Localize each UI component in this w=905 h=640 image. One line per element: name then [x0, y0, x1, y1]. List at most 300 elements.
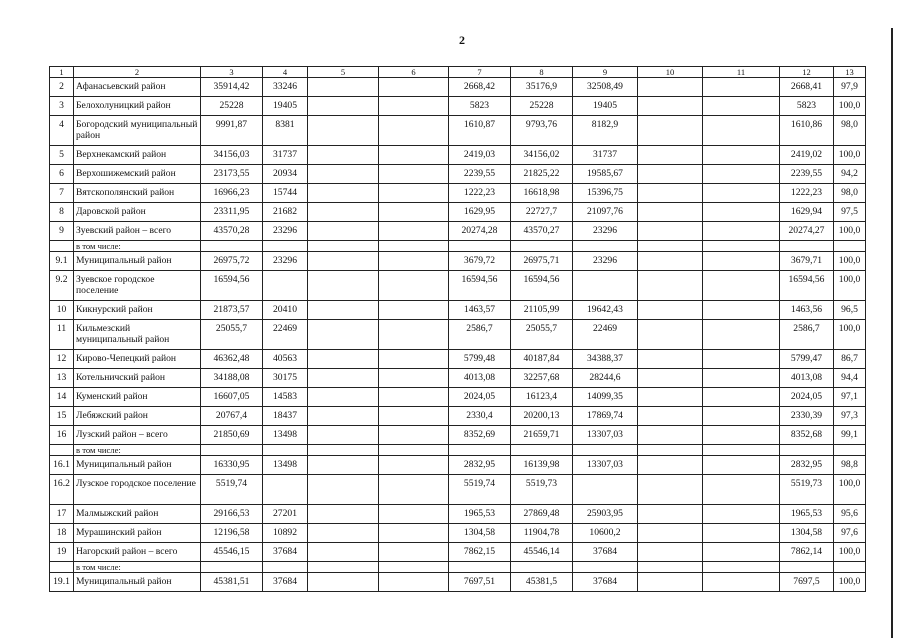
value-cell-col12: 2024,05 — [780, 388, 834, 407]
value-cell-col3: 26975,72 — [201, 252, 263, 271]
value-cell-col11 — [703, 456, 780, 475]
table-row — [50, 203, 866, 222]
value-cell-col9: 17869,74 — [573, 407, 638, 426]
value-cell-col4: 27201 — [263, 505, 308, 524]
value-cell-col6 — [379, 573, 449, 592]
district-name-cell: Котельничский район — [74, 369, 201, 388]
row-index-cell: 14 — [50, 388, 74, 407]
value-cell-col10 — [638, 116, 703, 146]
row-index-cell — [50, 562, 74, 573]
district-name-cell: в том числе: — [74, 241, 201, 252]
district-name-cell: Афанасьевский район — [74, 78, 201, 97]
value-cell-col8: 26975,71 — [511, 252, 573, 271]
value-cell-col13: 97,1 — [834, 388, 866, 407]
value-cell-col7: 2586,7 — [449, 320, 511, 350]
district-name-cell: Мурашинский район — [74, 524, 201, 543]
value-cell-col10 — [638, 505, 703, 524]
value-cell-col6 — [379, 116, 449, 146]
value-cell-col3: 5519,74 — [201, 475, 263, 505]
row-index-cell: 5 — [50, 146, 74, 165]
column-number-8: 8 — [511, 67, 573, 78]
value-cell-col11 — [703, 524, 780, 543]
value-cell-col12: 5823 — [780, 97, 834, 116]
value-cell-col12: 1629,94 — [780, 203, 834, 222]
row-index-cell: 16.1 — [50, 456, 74, 475]
value-cell-col11 — [703, 350, 780, 369]
page-edge-rule — [891, 28, 893, 638]
district-name-cell: Верхошижемский район — [74, 165, 201, 184]
value-cell-col4: 10892 — [263, 524, 308, 543]
value-cell-col11 — [703, 222, 780, 241]
district-name-cell: Верхнекамский район — [74, 146, 201, 165]
value-cell-col10 — [638, 301, 703, 320]
value-cell-col11 — [703, 369, 780, 388]
district-name-cell: Зуевское городское поселение — [74, 271, 201, 301]
value-cell-col10 — [638, 222, 703, 241]
value-cell-col11 — [703, 445, 780, 456]
value-cell-col5 — [308, 524, 379, 543]
value-cell-col8: 21105,99 — [511, 301, 573, 320]
district-name-cell: Белохолуницкий район — [74, 97, 201, 116]
table-row — [50, 475, 866, 505]
value-cell-col9: 8182,9 — [573, 116, 638, 146]
district-name-cell: Даровской район — [74, 203, 201, 222]
value-cell-col13: 100,0 — [834, 573, 866, 592]
value-cell-col6 — [379, 78, 449, 97]
value-cell-col3: 34188,08 — [201, 369, 263, 388]
value-cell-col10 — [638, 369, 703, 388]
row-index-cell: 2 — [50, 78, 74, 97]
value-cell-col10 — [638, 426, 703, 445]
district-name-cell: Малмыжский район — [74, 505, 201, 524]
value-cell-col3: 45546,15 — [201, 543, 263, 562]
value-cell-col13 — [834, 562, 866, 573]
subheading-row — [50, 445, 866, 456]
value-cell-col4: 20410 — [263, 301, 308, 320]
value-cell-col5 — [308, 241, 379, 252]
value-cell-col5 — [308, 562, 379, 573]
value-cell-col11 — [703, 505, 780, 524]
district-name-cell: Муниципальный район — [74, 573, 201, 592]
value-cell-col11 — [703, 426, 780, 445]
value-cell-col8: 25055,7 — [511, 320, 573, 350]
value-cell-col10 — [638, 320, 703, 350]
value-cell-col8 — [511, 241, 573, 252]
table-row — [50, 543, 866, 562]
value-cell-col5 — [308, 407, 379, 426]
value-cell-col13: 100,0 — [834, 271, 866, 301]
value-cell-col5 — [308, 97, 379, 116]
value-cell-col6 — [379, 369, 449, 388]
value-cell-col8: 16618,98 — [511, 184, 573, 203]
value-cell-col8: 27869,48 — [511, 505, 573, 524]
value-cell-col13: 100,0 — [834, 543, 866, 562]
budget-table — [49, 66, 866, 592]
district-name-cell: Муниципальный район — [74, 456, 201, 475]
value-cell-col4: 33246 — [263, 78, 308, 97]
value-cell-col7: 2024,05 — [449, 388, 511, 407]
value-cell-col12: 5799,47 — [780, 350, 834, 369]
row-index-cell: 16 — [50, 426, 74, 445]
value-cell-col9: 23296 — [573, 252, 638, 271]
value-cell-col12: 1222,23 — [780, 184, 834, 203]
value-cell-col3: 43570,28 — [201, 222, 263, 241]
value-cell-col12: 7697,5 — [780, 573, 834, 592]
value-cell-col7: 20274,28 — [449, 222, 511, 241]
value-cell-col11 — [703, 97, 780, 116]
value-cell-col5 — [308, 271, 379, 301]
value-cell-col12: 7862,14 — [780, 543, 834, 562]
value-cell-col3: 21850,69 — [201, 426, 263, 445]
value-cell-col12: 2668,41 — [780, 78, 834, 97]
district-name-cell: Кирово-Чепецкий район — [74, 350, 201, 369]
value-cell-col8: 43570,27 — [511, 222, 573, 241]
value-cell-col12: 2239,55 — [780, 165, 834, 184]
value-cell-col12: 2330,39 — [780, 407, 834, 426]
table-row — [50, 505, 866, 524]
table-row — [50, 573, 866, 592]
value-cell-col7 — [449, 241, 511, 252]
value-cell-col9 — [573, 475, 638, 505]
value-cell-col10 — [638, 203, 703, 222]
value-cell-col7: 1304,58 — [449, 524, 511, 543]
value-cell-col12: 1304,58 — [780, 524, 834, 543]
value-cell-col3: 16607,05 — [201, 388, 263, 407]
value-cell-col6 — [379, 165, 449, 184]
value-cell-col3: 25055,7 — [201, 320, 263, 350]
table-row — [50, 97, 866, 116]
table-row — [50, 524, 866, 543]
value-cell-col7: 5823 — [449, 97, 511, 116]
value-cell-col4: 31737 — [263, 146, 308, 165]
value-cell-col8: 11904,78 — [511, 524, 573, 543]
value-cell-col8: 35176,9 — [511, 78, 573, 97]
district-name-cell: в том числе: — [74, 562, 201, 573]
value-cell-col13: 97,5 — [834, 203, 866, 222]
value-cell-col7: 8352,69 — [449, 426, 511, 445]
value-cell-col8: 21659,71 — [511, 426, 573, 445]
value-cell-col10 — [638, 252, 703, 271]
value-cell-col13: 94,2 — [834, 165, 866, 184]
row-index-cell — [50, 445, 74, 456]
page-number: 2 — [459, 33, 465, 47]
value-cell-col6 — [379, 445, 449, 456]
value-cell-col10 — [638, 184, 703, 203]
value-cell-col4 — [263, 562, 308, 573]
value-cell-col5 — [308, 252, 379, 271]
value-cell-col4: 37684 — [263, 543, 308, 562]
value-cell-col4: 23296 — [263, 222, 308, 241]
value-cell-col6 — [379, 301, 449, 320]
district-name-cell: Лузский район – всего — [74, 426, 201, 445]
value-cell-col10 — [638, 146, 703, 165]
column-number-9: 9 — [573, 67, 638, 78]
value-cell-col7: 7862,15 — [449, 543, 511, 562]
value-cell-col7: 16594,56 — [449, 271, 511, 301]
value-cell-col4: 21682 — [263, 203, 308, 222]
value-cell-col13: 99,1 — [834, 426, 866, 445]
value-cell-col8: 22727,7 — [511, 203, 573, 222]
value-cell-col11 — [703, 320, 780, 350]
value-cell-col12: 4013,08 — [780, 369, 834, 388]
value-cell-col8: 45546,14 — [511, 543, 573, 562]
district-name-cell: Нагорский район – всего — [74, 543, 201, 562]
subheading-row — [50, 241, 866, 252]
value-cell-col5 — [308, 445, 379, 456]
value-cell-col7: 7697,51 — [449, 573, 511, 592]
value-cell-col9: 37684 — [573, 573, 638, 592]
value-cell-col3: 45381,51 — [201, 573, 263, 592]
value-cell-col13: 100,0 — [834, 146, 866, 165]
value-cell-col9 — [573, 562, 638, 573]
value-cell-col5 — [308, 573, 379, 592]
value-cell-col8: 20200,13 — [511, 407, 573, 426]
value-cell-col12 — [780, 445, 834, 456]
table-row — [50, 165, 866, 184]
value-cell-col13: 100,0 — [834, 222, 866, 241]
value-cell-col8: 25228 — [511, 97, 573, 116]
table-row — [50, 407, 866, 426]
row-index-cell: 11 — [50, 320, 74, 350]
value-cell-col9: 21097,76 — [573, 203, 638, 222]
value-cell-col4: 13498 — [263, 456, 308, 475]
value-cell-col5 — [308, 543, 379, 562]
value-cell-col3 — [201, 562, 263, 573]
value-cell-col5 — [308, 203, 379, 222]
value-cell-col9: 31737 — [573, 146, 638, 165]
value-cell-col7: 2330,4 — [449, 407, 511, 426]
value-cell-col11 — [703, 271, 780, 301]
value-cell-col12: 2419,02 — [780, 146, 834, 165]
value-cell-col7: 2668,42 — [449, 78, 511, 97]
value-cell-col11 — [703, 573, 780, 592]
value-cell-col6 — [379, 456, 449, 475]
value-cell-col4: 18437 — [263, 407, 308, 426]
value-cell-col8 — [511, 562, 573, 573]
value-cell-col11 — [703, 388, 780, 407]
value-cell-col11 — [703, 252, 780, 271]
column-number-12: 12 — [780, 67, 834, 78]
value-cell-col5 — [308, 78, 379, 97]
value-cell-col5 — [308, 350, 379, 369]
value-cell-col5 — [308, 456, 379, 475]
column-number-2: 2 — [74, 67, 201, 78]
value-cell-col13: 97,3 — [834, 407, 866, 426]
value-cell-col12: 2832,95 — [780, 456, 834, 475]
value-cell-col13: 96,5 — [834, 301, 866, 320]
value-cell-col3: 16966,23 — [201, 184, 263, 203]
table-row — [50, 350, 866, 369]
row-index-cell: 9.1 — [50, 252, 74, 271]
value-cell-col10 — [638, 475, 703, 505]
value-cell-col6 — [379, 388, 449, 407]
value-cell-col10 — [638, 543, 703, 562]
value-cell-col8: 21825,22 — [511, 165, 573, 184]
value-cell-col4 — [263, 241, 308, 252]
table-row — [50, 116, 866, 146]
value-cell-col10 — [638, 388, 703, 407]
value-cell-col12: 20274,27 — [780, 222, 834, 241]
value-cell-col3: 16330,95 — [201, 456, 263, 475]
value-cell-col4: 37684 — [263, 573, 308, 592]
column-number-3: 3 — [201, 67, 263, 78]
value-cell-col11 — [703, 407, 780, 426]
district-name-cell: Богородский муниципальный район — [74, 116, 201, 146]
value-cell-col12: 2586,7 — [780, 320, 834, 350]
value-cell-col5 — [308, 301, 379, 320]
district-name-cell: Зуевский район – всего — [74, 222, 201, 241]
budget-table-container — [49, 66, 865, 592]
value-cell-col3: 23311,95 — [201, 203, 263, 222]
value-cell-col9: 23296 — [573, 222, 638, 241]
value-cell-col6 — [379, 184, 449, 203]
value-cell-col13: 98,0 — [834, 116, 866, 146]
column-number-row — [50, 67, 866, 78]
value-cell-col6 — [379, 222, 449, 241]
value-cell-col10 — [638, 445, 703, 456]
value-cell-col10 — [638, 241, 703, 252]
value-cell-col13: 97,6 — [834, 524, 866, 543]
value-cell-col5 — [308, 116, 379, 146]
value-cell-col11 — [703, 475, 780, 505]
value-cell-col6 — [379, 252, 449, 271]
value-cell-col4 — [263, 271, 308, 301]
value-cell-col4: 20934 — [263, 165, 308, 184]
value-cell-col4: 40563 — [263, 350, 308, 369]
value-cell-col8: 9793,76 — [511, 116, 573, 146]
value-cell-col6 — [379, 350, 449, 369]
column-number-10: 10 — [638, 67, 703, 78]
value-cell-col12: 16594,56 — [780, 271, 834, 301]
value-cell-col3: 20767,4 — [201, 407, 263, 426]
value-cell-col3 — [201, 445, 263, 456]
row-index-cell: 3 — [50, 97, 74, 116]
value-cell-col9: 13307,03 — [573, 456, 638, 475]
value-cell-col9: 28244,6 — [573, 369, 638, 388]
value-cell-col3: 9991,87 — [201, 116, 263, 146]
value-cell-col7: 5519,74 — [449, 475, 511, 505]
value-cell-col10 — [638, 271, 703, 301]
value-cell-col7: 1222,23 — [449, 184, 511, 203]
value-cell-col7: 1629,95 — [449, 203, 511, 222]
value-cell-col12 — [780, 241, 834, 252]
value-cell-col3: 46362,48 — [201, 350, 263, 369]
value-cell-col7: 3679,72 — [449, 252, 511, 271]
value-cell-col8: 32257,68 — [511, 369, 573, 388]
value-cell-col12: 5519,73 — [780, 475, 834, 505]
value-cell-col5 — [308, 426, 379, 445]
value-cell-col5 — [308, 222, 379, 241]
value-cell-col10 — [638, 165, 703, 184]
table-row — [50, 320, 866, 350]
row-index-cell: 13 — [50, 369, 74, 388]
value-cell-col5 — [308, 388, 379, 407]
value-cell-col3: 29166,53 — [201, 505, 263, 524]
value-cell-col9: 13307,03 — [573, 426, 638, 445]
district-name-cell: Куменский район — [74, 388, 201, 407]
row-index-cell: 15 — [50, 407, 74, 426]
value-cell-col11 — [703, 543, 780, 562]
value-cell-col12 — [780, 562, 834, 573]
value-cell-col8: 40187,84 — [511, 350, 573, 369]
value-cell-col4 — [263, 445, 308, 456]
value-cell-col3: 16594,56 — [201, 271, 263, 301]
value-cell-col11 — [703, 562, 780, 573]
value-cell-col11 — [703, 146, 780, 165]
row-index-cell: 6 — [50, 165, 74, 184]
table-row — [50, 252, 866, 271]
value-cell-col4: 19405 — [263, 97, 308, 116]
value-cell-col13: 100,0 — [834, 252, 866, 271]
value-cell-col8: 5519,73 — [511, 475, 573, 505]
value-cell-col7: 1965,53 — [449, 505, 511, 524]
table-body — [50, 78, 866, 592]
value-cell-col3 — [201, 241, 263, 252]
value-cell-col11 — [703, 241, 780, 252]
table-row — [50, 456, 866, 475]
value-cell-col11 — [703, 203, 780, 222]
value-cell-col6 — [379, 505, 449, 524]
value-cell-col9 — [573, 445, 638, 456]
value-cell-col8: 45381,5 — [511, 573, 573, 592]
value-cell-col11 — [703, 184, 780, 203]
district-name-cell: Муниципальный район — [74, 252, 201, 271]
value-cell-col9: 34388,37 — [573, 350, 638, 369]
value-cell-col9 — [573, 271, 638, 301]
value-cell-col13: 86,7 — [834, 350, 866, 369]
value-cell-col8: 34156,02 — [511, 146, 573, 165]
column-number-4: 4 — [263, 67, 308, 78]
value-cell-col9: 25903,95 — [573, 505, 638, 524]
value-cell-col9: 15396,75 — [573, 184, 638, 203]
subheading-row — [50, 562, 866, 573]
value-cell-col10 — [638, 524, 703, 543]
row-index-cell: 19 — [50, 543, 74, 562]
value-cell-col9: 19642,43 — [573, 301, 638, 320]
value-cell-col3: 34156,03 — [201, 146, 263, 165]
value-cell-col12: 8352,68 — [780, 426, 834, 445]
value-cell-col12: 1463,56 — [780, 301, 834, 320]
district-name-cell: Кильмезский муниципальный район — [74, 320, 201, 350]
value-cell-col7: 5799,48 — [449, 350, 511, 369]
value-cell-col6 — [379, 320, 449, 350]
value-cell-col5 — [308, 146, 379, 165]
value-cell-col12: 1965,53 — [780, 505, 834, 524]
table-row — [50, 271, 866, 301]
column-number-11: 11 — [703, 67, 780, 78]
table-row — [50, 146, 866, 165]
value-cell-col7: 1610,87 — [449, 116, 511, 146]
value-cell-col5 — [308, 184, 379, 203]
value-cell-col4: 14583 — [263, 388, 308, 407]
value-cell-col4: 23296 — [263, 252, 308, 271]
row-index-cell: 8 — [50, 203, 74, 222]
value-cell-col13: 97,9 — [834, 78, 866, 97]
value-cell-col8: 16123,4 — [511, 388, 573, 407]
value-cell-col13: 95,6 — [834, 505, 866, 524]
value-cell-col5 — [308, 165, 379, 184]
value-cell-col13: 100,0 — [834, 475, 866, 505]
value-cell-col13: 94,4 — [834, 369, 866, 388]
row-index-cell: 9 — [50, 222, 74, 241]
column-number-7: 7 — [449, 67, 511, 78]
value-cell-col4: 30175 — [263, 369, 308, 388]
table-row — [50, 78, 866, 97]
district-name-cell: Лебяжский район — [74, 407, 201, 426]
row-index-cell: 9.2 — [50, 271, 74, 301]
value-cell-col4: 13498 — [263, 426, 308, 445]
value-cell-col13: 100,0 — [834, 97, 866, 116]
